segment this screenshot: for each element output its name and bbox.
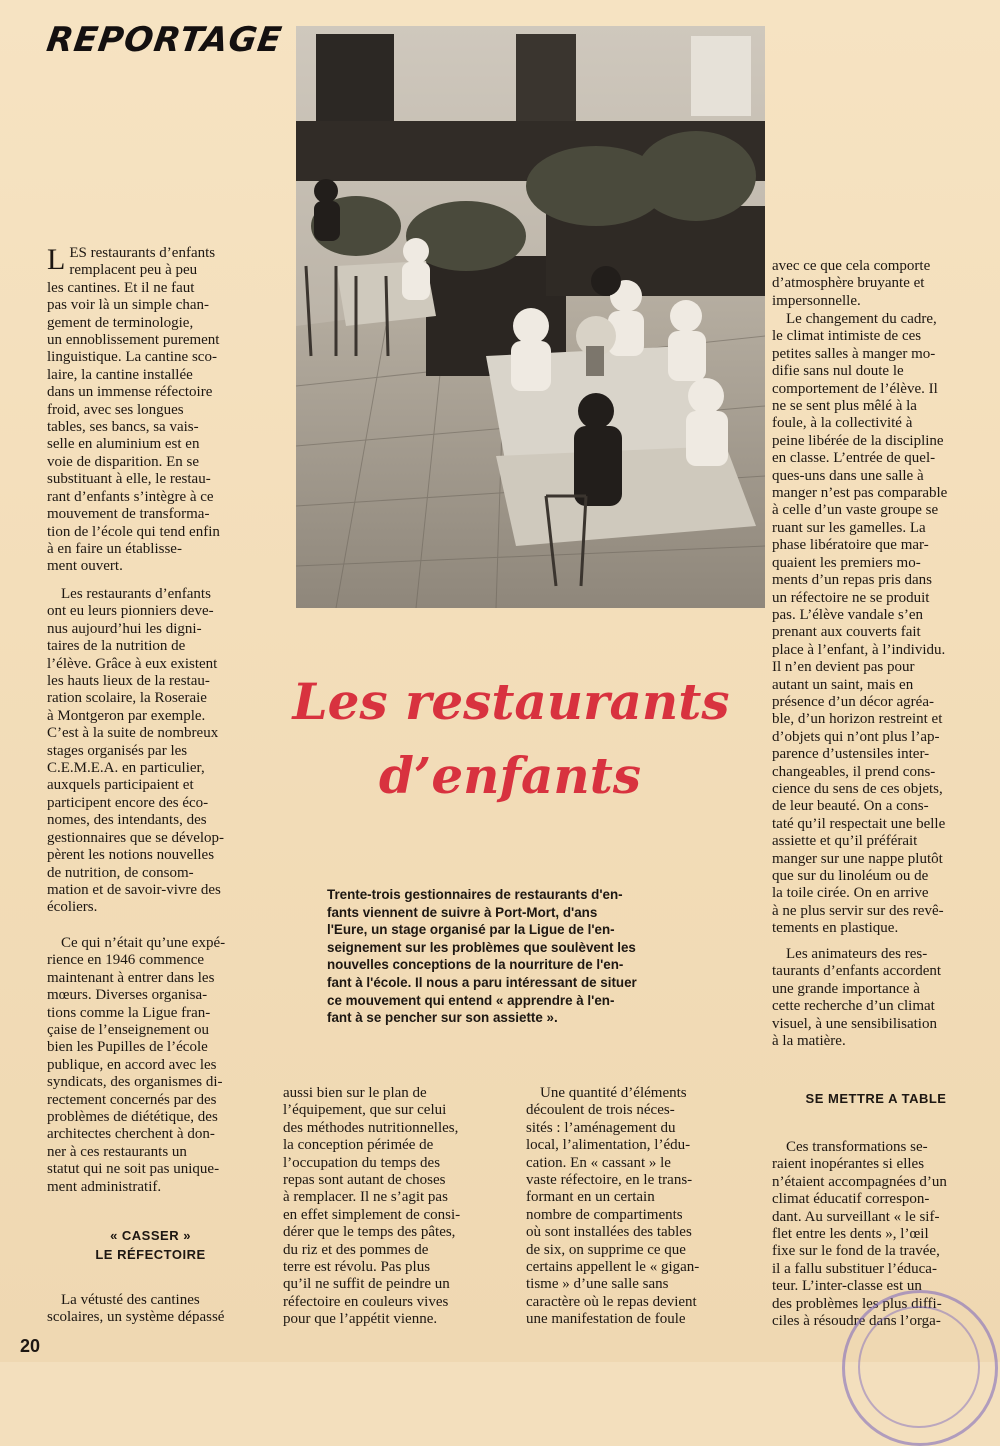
article-title-line2: d’enfants [378,746,642,805]
col4-paragraph-2: Le changement du cadre, le climat intimiste de ces petites salles à manger mo- difie sans nul doute le comportement de l’élève. Il ne se sent plus mêlé à la foule, à la collectivité à peine libérée de la discipline en classe. L’entrée de quel- ques-uns dans une salle à manger n’est pas comparable à celle d’un vaste groupe se ruant sur les gamelles. La phase libératoire que mar- quaient les premiers mo- ments d’un repas pris dans un réfectoire ne se produit pas. L’élève vandale s’en prenant aux couverts fait place à l’enfant, à l’individu. Il n’en devient pas pour autant un saint, mais en présence d’un décor agréa- ble, d’un horizon restreint et d’objets qui n’ont plus l’ap- parence d’ustensiles inter- changeables, il prend cons- cience du sens de ces objets, de leur beauté. On a cons- taté qu’il respectait une belle assiette et qu’il préférait manger sur une nappe plutôt que sur du linoléum ou de la toile cirée. On en arrive à ne plus servir sur des revê- tements en plastique. [772,311,948,937]
col1-paragraph-1-text: ES restaurants d’enfants remplacent peu à peu les cantines. Et il ne faut pas voir là un simple chan- gement de terminologie, un ennoblissement purement linguistique. La cantine sco- laire, la cantine installée dans un immense réfectoire froid, avec ses longues tables, ses bancs, sa vais- selle en aluminium est en voie de disparition. En se substituant à elle, le restau- rant d’enfants s’intègre à ce mouvement de transforma- tion de l’école qui tend enfin à en faire un établisse- ment ouvert. [47,245,220,575]
article-lead: Trente-trois gestionnaires de restaurants d'en- fants viennent de suivre à Port-Mort, d'ans l'Eure, un stage organisé par la Ligue de l'en- seignement sur les problèmes que soulèvent les nouvelles conceptions de la nourriture de l'en- fant à l'école. Il nous a paru intéressant de situer ce mouvement qui entend « apprendre à l'en- fant à se pencher sur son assiette ». [327,887,637,1026]
col3-paragraph: Une quantité d’éléments découlent de trois néces- sités : l’aménagement du local, l’alimentation, l’édu- cation. En « cassant » le vaste réfectoire, en le trans- formant en un certain nombre de compartiments où sont installées des tables de six, on supprime ce que certains appellent le « gigan- tisme » d’une salle sans caractère où le repas devient une manifestation de foule [526,1085,700,1328]
photo-children-restaurant [296,26,765,608]
col1-subheading: « CASSER » LE RÉFECTOIRE [95,1228,206,1262]
section-label: REPORTAGE [44,20,285,60]
col1-paragraph-3: Ce qui n’était qu’une expé- rience en 1946 commence maintenant à entrer dans les mœurs. Diverses organisa- tions comme la Ligue fran- çaise de l’enseignement ou bien les Pupilles de l’école publique, en accord avec les syndicats, des organismes di- rectement concernés par des problèmes de diététique, des architectes cherchent à don- ner à ces restaurants un statut qui ne soit pas unique- ment administratif. [47,935,226,1195]
article-title-line1: Les restaurants [292,672,730,731]
col4-paragraph-4: Ces transformations se- raient inopérantes si elles n’étaient accompagnées d’un climat éducatif correspon- dant. Au surveillant « le sif- flet entre les dents », l’œil fixe sur le fond de la travée, il a fallu substituer l’éduca- teur. L’inter-classe est un des problèmes les plus diffi- ciles à résoudre dans l’orga- [772,1139,947,1330]
drop-cap: L [47,243,66,276]
photo-children-restaurant-icon [296,26,765,608]
col2-paragraph: aussi bien sur le plan de l’équipement, que sur celui des méthodes nutritionnelles, la conception périmée de l’occupation du temps des repas sont autant de choses à remplacer. Il ne s’agit pas en effet simplement de consi- dérer que le temps des pâtes, du riz et des pommes de terre est révolu. Pas plus qu’il ne suffit de peindre un réfectoire en couleurs vives pour que l’appétit vienne. [283,1085,461,1328]
col4-subheading: SE METTRE A TABLE [805,1091,947,1106]
col4-paragraph-3: Les animateurs des res- taurants d’enfants accordent une grande importance à cette recherche d’un climat visuel, à une sensibilisation à la matière. [772,946,942,1050]
col4-paragraph-1: avec ce que cela comporte d’atmosphère bruyante et impersonnelle. [772,258,931,309]
col1-paragraph-4: La vétusté des cantines scolaires, un système dépassé [47,1292,225,1326]
page-number: 20 [20,1336,41,1356]
col1-paragraph-1 [47,245,254,576]
library-stamp-inner-ring [858,1306,980,1428]
col1-paragraph-2: Les restaurants d’enfants ont eu leurs pionniers deve- nus aujourd’hui les digni- taires de la nutrition de l’élève. Grâce à eux existent les hauts lieux de la restau- ration scolaire, la Roseraie à Montgeron par exemple. C’est à la suite de nombreux stages organisés par les C.E.M.E.A. en particulier, auxquels participaient et participent encore des éco- nomes, des intendants, des gestionnaires que se dévelop- pèrent les notions nouvelles de nutrition, de consom- mation et de savoir-vivre des écoliers. [47,586,225,916]
